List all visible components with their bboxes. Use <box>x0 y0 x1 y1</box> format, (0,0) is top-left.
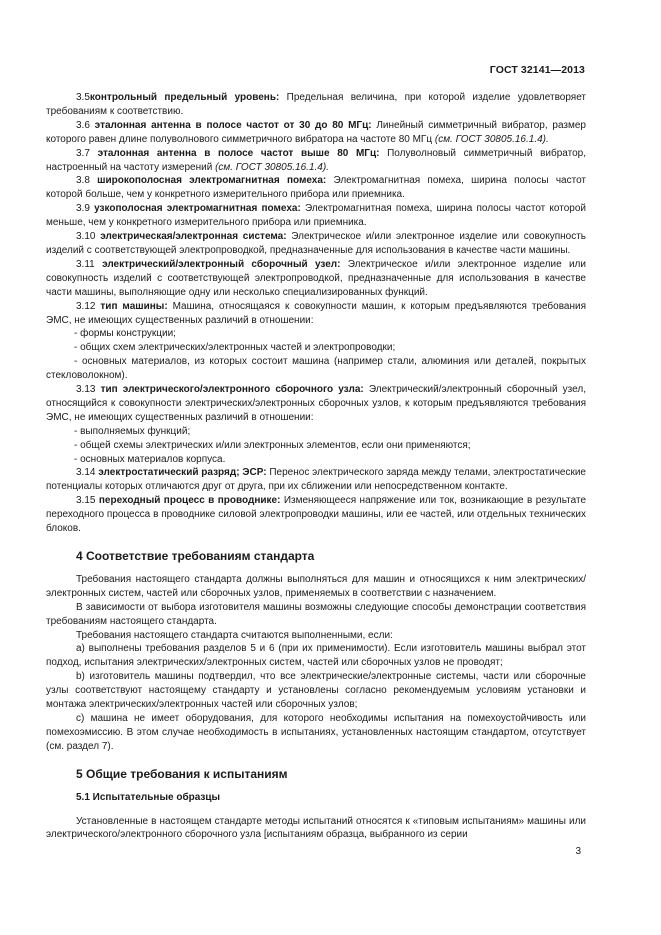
section-5-heading: 5 Общие требования к испытаниям <box>76 766 288 781</box>
list-item: - основных материалов, из которых состоит машина (например стали, алюминия или деталей, покрытых стекловолокном). <box>46 356 586 382</box>
term-3-7: 3.7 эталонная антенна в полосе частот выше 80 МГц: Полуволновый симметричный вибратор, настроенный на частоту измерений (см. ГОСТ 30805.16.1.4). <box>46 147 587 173</box>
section-4-item-c: c) машина не имеет оборудования, для которого необходимы испытания на помехоустойчивость или помехоэмиссию. В этом случае необходимость в испытаниях, установленных настоящим стандартом, отсутствует (см. раздел 7). <box>46 712 586 752</box>
term-3-10: 3.10 электрическая/электронная система: Электрическое и/или электронное изделие или совокупность изделий с соответствующей электропроводкой, предназначенные для использования в качестве части машины. <box>46 231 586 256</box>
section-5-paragraph: Установленные в настоящем стандарте методы испытаний относятся к «типовым испытаниям» машины или электрического/электронного сборочного узла [испытаниям образца, выбранного из серии <box>46 815 586 841</box>
term-3-11: 3.11 электрический/электронный сборочный узел: Электрическое и/или электронное изделие или совокупность изделий с соответствующей электропроводкой, предназначенные для использования в качестве части машины, выполняющие одну или несколько специализированных функций. <box>46 258 586 298</box>
page-content <box>46 91 586 842</box>
term-3-12: 3.12 тип машины: Машина, относящаяся к совокупности машин, к которым предъявляются требования ЭМС, не имеющих существенных различий в отношении: <box>46 300 586 326</box>
section-4-paragraph: Требования настоящего стандарта должны выполняться для машин и относящихся к ним электрических/электронных систем, частей или сборочных узлов, применяемых в соответствии с назначением. <box>46 573 586 599</box>
page-number: 3 <box>575 846 581 857</box>
term-3-15: 3.15 переходный процесс в проводнике: Изменяющееся напряжение или ток, возникающие в результате переходного процесса в проводнике силовой электропроводки машины, или ее частей, или отдельных технических блоков. <box>46 495 587 535</box>
document-code: ГОСТ 32141—2013 <box>489 64 585 76</box>
term-3-8: 3.8 широкополосная электромагнитная помеха: Электромагнитная помеха, ширина полосы частот которой больше, чем у конкретного измерительного прибора или приемника. <box>46 175 587 201</box>
list-item: - основных материалов корпуса. <box>74 453 226 465</box>
term-3-5: 3.5контрольный предельный уровень: Предельная величина, при которой изделие удовлетворяет требованиям к соответствию. <box>46 92 587 117</box>
section-4-paragraph: Требования настоящего стандарта считаются выполненными, если: <box>76 629 393 641</box>
section-4-item-a: a) выполнены требования разделов 5 и 6 (при их применимости). Если изготовитель машины выбрал этот подход, испытания электрических/электронных систем, частей или сборочных узлов не проводят; <box>46 643 586 669</box>
list-item: - формы конструкции; <box>74 328 176 340</box>
term-3-9: 3.9 узкополосная электромагнитная помеха: Электромагнитная помеха, ширина полосы частот которой меньше, чем у конкретного измерительного прибора или приемника. <box>46 203 587 229</box>
list-item: - общих схем электрических/электронных частей и электропроводки; <box>74 342 396 354</box>
section-4-item-b: b) изготовитель машины подтвердил, что все электрические/электронные системы, части или сборочные узлы соответствуют настоящему стандарту и установлены согласно рекомендуемым условиям установки и монтажа электрических/электронных частей или сборочных узлов; <box>46 671 586 711</box>
term-3-6: 3.6 эталонная антенна в полосе частот от 30 до 80 МГц: Линейный симметричный вибратор, размер которого равен длине полуволнового симметричного вибратора на частоте 80 МГц (см. ГОСТ 30805.16.1.4). <box>46 119 586 145</box>
list-item: - общей схемы электрических и/или электронных элементов, если они применяются; <box>74 439 471 451</box>
term-3-14: 3.14 электростатический разряд; ЭСР: Перенос электрического заряда между телами, электростатические потенциалы которых отличаются друг от друга, при их сближении или непосредственном контакте. <box>46 467 586 493</box>
section-4-paragraph: В зависимости от выбора изготовителя машины возможны следующие способы демонстрации соответствия требованиям настоящего стандарта. <box>46 601 586 627</box>
list-item: - выполняемых функций; <box>74 425 191 437</box>
section-4-heading: 4 Соответствие требованиям стандарта <box>76 549 315 563</box>
term-3-13: 3.13 тип электрического/электронного сборочного узла: Электрический/электронный сборочный узел, относящийся к совокупности электрических/электронных сборочных узлов, к которым предъявляются требования ЭМС, не имеющих существенных различий в отношении: <box>46 384 586 423</box>
subsection-5-1-heading: 5.1 Испытательные образцы <box>76 791 221 803</box>
